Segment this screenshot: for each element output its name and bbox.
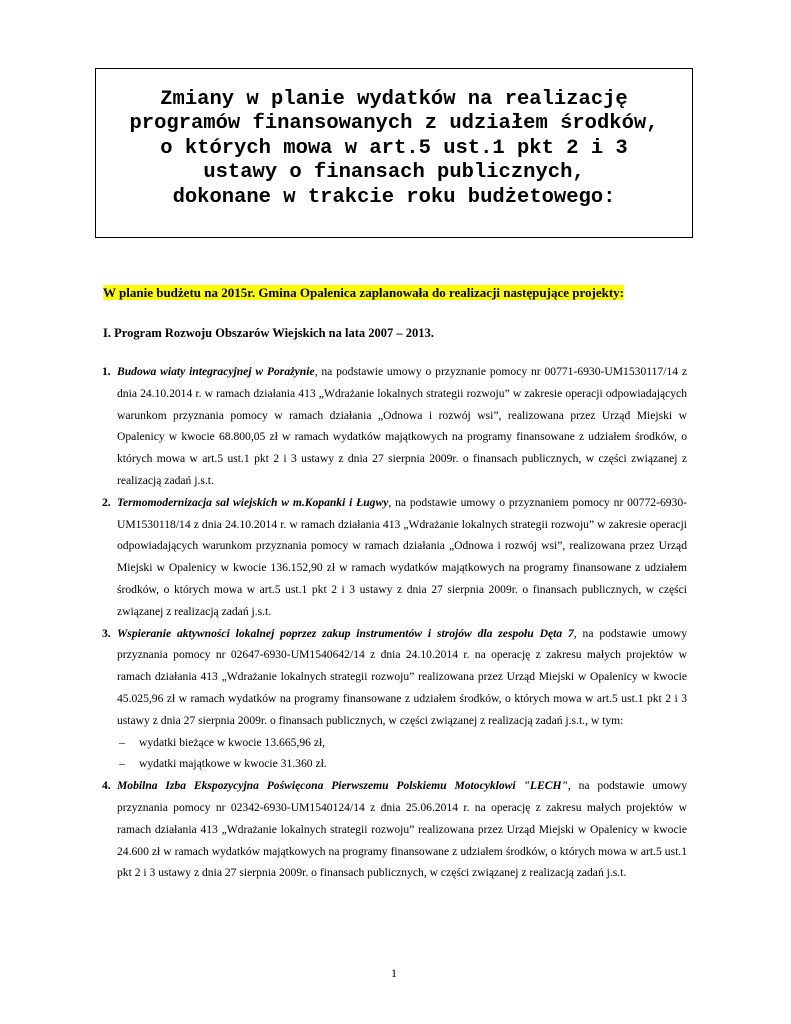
item-text: , na podstawie umowy o przyznaniem pomocy nr 00772-6930-UM1530118/14 z dnia 24.10.2014 r. w ramach działania 413 „Wdrażanie lokalnych strategii rozwoju” w zakresie operacji odpowiadających warunkom przyznania pomocy w ramach działania „Odnowa i rozwój wsi”, realizowana przez Urząd Miejski w Opalenicy w kwocie 136.152,90 zł w ramach wydatków majątkowych na programy finansowane z udziałem środków, o których mowa w art.5 ust.1 pkt 2 i 3 ustawy z dnia 27 sierpnia 2009r. o finansach publicznych, w części związanej z realizacją zadań j.s.t. — [117, 495, 688, 618]
dash-marker: – — [119, 735, 125, 749]
title-box — [95, 68, 693, 238]
item-text: , na podstawie umowy przyznania pomocy nr 02342-6930-UM1540124/14 z dnia 25.06.2014 r. na operację z zakresu małych projektów w ramach działania 413 „Wdrażanie lokalnych strategii rozwoju” realizowana przez Urząd Miejski w Opalenicy w kwocie 24.600 zł w ramach wydatków majątkowych na programy finansowane z udziałem środków, o których mowa w art.5 ust.1 pkt 2 i 3 ustawy z dnia 27 sierpnia 2009r. o finansach publicznych, w części związanej z realizacją zadań j.s.t. — [117, 779, 688, 880]
sub-list-item — [117, 732, 687, 754]
item-title: Mobilna Izba Ekspozycyjna Poświęcona Pierwszemu Polskiemu Motocyklowi "LECH" — [117, 779, 568, 793]
item-number: 2. — [102, 495, 111, 509]
item-number: 4. — [102, 779, 111, 793]
list-item-1 — [102, 361, 687, 492]
item-number: 1. — [102, 365, 111, 378]
item-text: , na podstawie umowy o przyznanie pomocy nr 00771-6930-UM1530117/14 z dnia 24.10.2014 r. w ramach działania 413 „Wdrażanie lokalnych strategii rozwoju” w zakresie operacji odpowiadających warunkom przyznania pomocy w ramach działania „Odnowa i rozwój wsi”, realizowana przez Urząd Miejski w Opalenicy w kwocie 68.800,05 zł w ramach wydatków majątkowych na programy finansowane z udziałem środków, o których mowa w art.5 ust.1 pkt 2 i 3 ustawy z dnia 27 sierpnia 2009r. o finansach publicznych, w części związanej z realizacją zadań j.s.t. — [117, 365, 687, 487]
sub-list — [117, 732, 687, 776]
item-text: , na podstawie umowy przyznania pomocy nr 02647-6930-UM1540642/14 z dnia 24.10.2014 r. na operację z zakresu małych projektów w ramach działania 413 „Wdrażanie lokalnych strategii rozwoju” realizowana przez Urząd Miejski w Opalenicy w kwocie 45.025,96 zł w ramach wydatków na programy finansowane z udziałem środków, o których mowa w art.5 ust.1 pkt 2 i 3 ustawy z dnia 27 sierpnia 2009r. o finansach publicznych, w części związanej z realizacją zadań j.s.t., w tym: — [117, 626, 687, 727]
sub-list-item — [117, 753, 687, 775]
dash-marker: – — [119, 757, 125, 771]
item-title: Wspieranie aktywności lokalnej poprzez zakup instrumentów i strojów dla zespołu Dęta 7 — [117, 626, 574, 640]
sub-item-text: wydatki bieżące w kwocie 13.665,96 zł, — [139, 735, 326, 749]
intro-paragraph — [103, 284, 624, 301]
document-title: Zmiany w planie wydatków na realizację programów finansowanych z udziałem środków, o których mowa w art.5 ust.1 pkt 2 i 3 ustawy o finansach publicznych, dokonane w trakcie roku budżetowego: — [129, 87, 659, 209]
intro-highlighted-text: W planie budżetu na 2015r. Gmina Opalenica zaplanowała do realizacji następujące projekty: — [103, 285, 624, 300]
list-item-3 — [102, 623, 687, 776]
page-number: 1 — [391, 966, 397, 980]
item-title: Budowa wiaty integracyjnej w Porażynie — [117, 365, 315, 378]
item-title: Termomodernizacja sal wiejskich w m.Kopanki i Ługwy — [117, 495, 389, 509]
item-number: 3. — [102, 626, 111, 640]
sub-item-text: wydatki majątkowe w kwocie 31.360 zł. — [139, 757, 327, 771]
list-item-4 — [102, 775, 688, 884]
section-heading: I. Program Rozwoju Obszarów Wiejskich na lata 2007 – 2013. — [103, 326, 434, 340]
project-list — [102, 361, 688, 884]
list-item-2 — [102, 492, 688, 623]
